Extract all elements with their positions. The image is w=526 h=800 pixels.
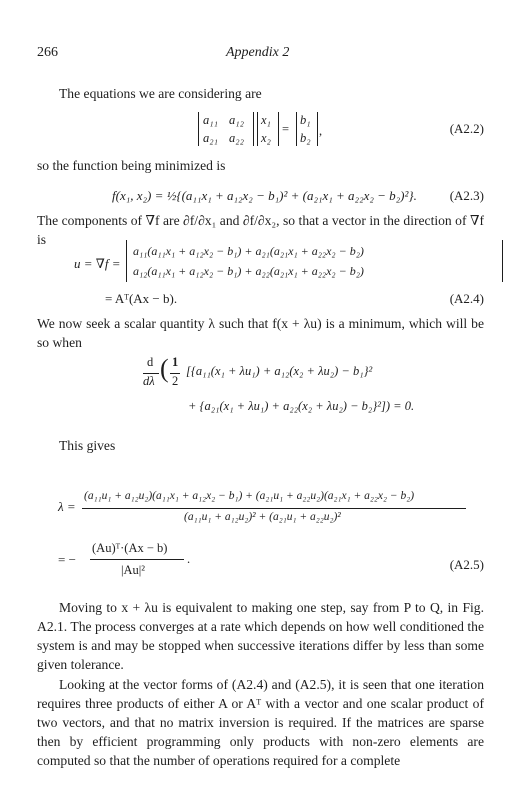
trailing-comma: , (319, 124, 323, 138)
scalar-paragraph: We now seek a scalar quantity λ such that f(x + λu) is a minimum, which will be so when (37, 316, 484, 350)
equation-number-a2-3: (A2.3) (449, 188, 484, 203)
equation-number-a2-4: (A2.4) (449, 291, 484, 306)
paragraph-moving: Moving to x + λu is equivalent to making one step, say from P to Q, in Fig. A2.1. The process converges at a rate which depends on how well conditioned the system is and may be stopped when successive iterations differ by less than some given tolerance. (37, 600, 484, 672)
matrix-a22: a₂₂ (229, 131, 244, 145)
vector-x2: x₂ (261, 131, 271, 145)
page-number: 266 (37, 45, 58, 60)
lambda-fraction-bar (82, 508, 466, 509)
this-gives-line: This gives (59, 438, 116, 453)
gradient-row-2: a₁₂(a₁₁x₁ + a₁₂x₂ − b₁) + a₂₂(a₂₁x₁ + a₂₂x₂ − b₂) (133, 264, 364, 278)
lambda-numerator: (a₁₁u₁ + a₁₂u₂)(a₁₁x₁ + a₁₂x₂ − b₁) + (a₂₁u₁ + a₂₂u₂)(a₂₁x₁ + a₂₂x₂ − b₂) (84, 490, 415, 502)
deriv-half-denominator: 2 (172, 374, 179, 388)
gradient-row-1: a₁₁(a₁₁x₁ + a₁₂x₂ − b₁) + a₂₁(a₂₁x₁ + a₂₂x₂ − b₂) (133, 244, 364, 258)
a2-5-lhs: = − (58, 552, 76, 567)
equation-a2-3: f(x₁, x₂) = ½{(a₁₁x₁ + a₁₂x₂ − b₁)² + (a₂₁x₁ + a₂₂x₂ − b₂)²}. (112, 188, 417, 203)
equation-number-a2-2: (A2.2) (449, 121, 484, 136)
deriv-dlambda: dλ (143, 374, 155, 388)
lambda-denominator: (a₁₁u₁ + a₁₂u₂)² + (a₂₁u₁ + a₂₂u₂)² (184, 511, 341, 523)
deriv-open-paren: ( (160, 354, 169, 383)
a2-5-fraction-bar (90, 559, 184, 560)
a2-5-denominator: |Au|² (121, 563, 146, 577)
equation-a2-4: = Aᵀ(Ax − b). (105, 291, 178, 306)
deriv-line-1: [{a₁₁(x₁ + λu₁) + a₁₂(x₂ + λu₂) − b₁}² (186, 364, 373, 378)
equals-sign: = (282, 122, 290, 136)
equation-number-a2-5: (A2.5) (449, 557, 484, 572)
intro-line: The equations we are considering are (59, 86, 262, 101)
deriv-line-2: + {a₂₁(x₁ + λu₁) + a₂₂(x₂ + λu₂) − b₂}²]) = 0. (188, 399, 415, 413)
components-paragraph: The components of ∇f are ∂f/∂x₁ and ∂f/∂x₂, so that a vector in the direction of ∇f is (37, 213, 484, 247)
vector-b1: b₁ (300, 113, 311, 127)
deriv-half-numerator: 1 (172, 355, 179, 369)
vector-x1: x₁ (261, 113, 271, 127)
function-intro-line: so the function being minimized is (37, 158, 226, 173)
matrix-a21: a₂₁ (203, 131, 218, 145)
vector-b2: b₂ (300, 131, 311, 145)
matrix-a12: a₁₂ (229, 113, 244, 127)
lambda-lhs: λ = (58, 499, 76, 514)
paragraph-looking: Looking at the vector forms of (A2.4) and (A2.5), it is seen that one iteration requires three products of either A or Aᵀ with a vector and one scalar product of two vectors, and that no matrix inversion is required. If the matrices are sparse then by efficient programming only products with non-zero elements are computed so that the number of operations required for a complete (37, 677, 484, 768)
a2-5-numerator: (Au)ᵀ·(Ax − b) (92, 541, 168, 555)
a2-5-period: . (187, 552, 191, 566)
running-title: Appendix 2 (226, 45, 290, 60)
gradient-lhs: u = ∇f = (74, 256, 121, 271)
deriv-d: d (147, 355, 154, 369)
matrix-a11: a₁₁ (203, 113, 218, 127)
